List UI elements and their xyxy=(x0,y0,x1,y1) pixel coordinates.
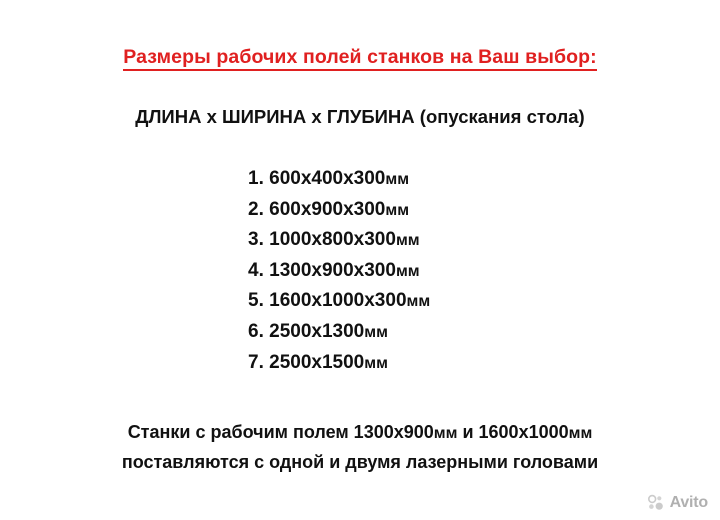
dimensions-legend: ДЛИНА х ШИРИНА х ГЛУБИНА (опускания стола) xyxy=(135,106,585,127)
list-item-index: 4. xyxy=(248,259,264,281)
list-item-value: 1600х1000х300 xyxy=(269,290,407,312)
footer-note-line-2: поставляются с одной и двумя лазерными головами xyxy=(121,452,599,472)
avito-logo-icon xyxy=(646,493,665,512)
list-item xyxy=(248,256,648,287)
list-item-index: 7. xyxy=(248,351,264,373)
list-item-unit: мм xyxy=(364,354,388,372)
list-item xyxy=(248,286,648,317)
page-title-text: Размеры рабочих полей станков на Ваш выбор: xyxy=(123,46,596,71)
list-item-index: 2. xyxy=(248,198,264,220)
footer-text-b: и 1600х1000 xyxy=(457,422,569,442)
sizes-list xyxy=(248,164,648,378)
list-item-index: 1. xyxy=(248,168,264,189)
list-item xyxy=(248,225,648,256)
list-item xyxy=(248,348,648,379)
avito-watermark xyxy=(646,493,708,512)
footer-unit-2: мм xyxy=(568,425,593,442)
list-item-index: 6. xyxy=(248,320,264,342)
list-item-value: 600х400х300 xyxy=(269,168,386,189)
footer-note-line-1 xyxy=(0,418,720,448)
list-item-index: 5. xyxy=(248,290,264,312)
list-item-value: 2500х1500 xyxy=(269,351,365,373)
footer-unit-1: мм xyxy=(433,425,458,442)
list-item xyxy=(248,195,648,226)
list-item-unit: мм xyxy=(385,171,410,188)
avito-watermark-label: Avito xyxy=(669,493,708,511)
list-item-value: 600х900х300 xyxy=(269,198,386,220)
page-title xyxy=(0,46,720,69)
list-item xyxy=(248,317,648,348)
list-item-value: 2500х1300 xyxy=(269,320,365,342)
list-item-index: 3. xyxy=(248,229,264,251)
footer-note xyxy=(0,418,720,476)
list-item-value: 1000х800х300 xyxy=(269,229,396,251)
list-item-value: 1300х900х300 xyxy=(269,259,396,281)
list-item-unit: мм xyxy=(395,262,420,280)
footer-text-a: Станки с рабочим полем 1300х900 xyxy=(127,422,434,442)
list-item-unit: мм xyxy=(406,293,431,311)
list-item-unit: мм xyxy=(364,323,388,341)
list-item xyxy=(248,164,648,195)
list-item-unit: мм xyxy=(395,232,420,250)
list-item-unit: мм xyxy=(385,201,410,219)
